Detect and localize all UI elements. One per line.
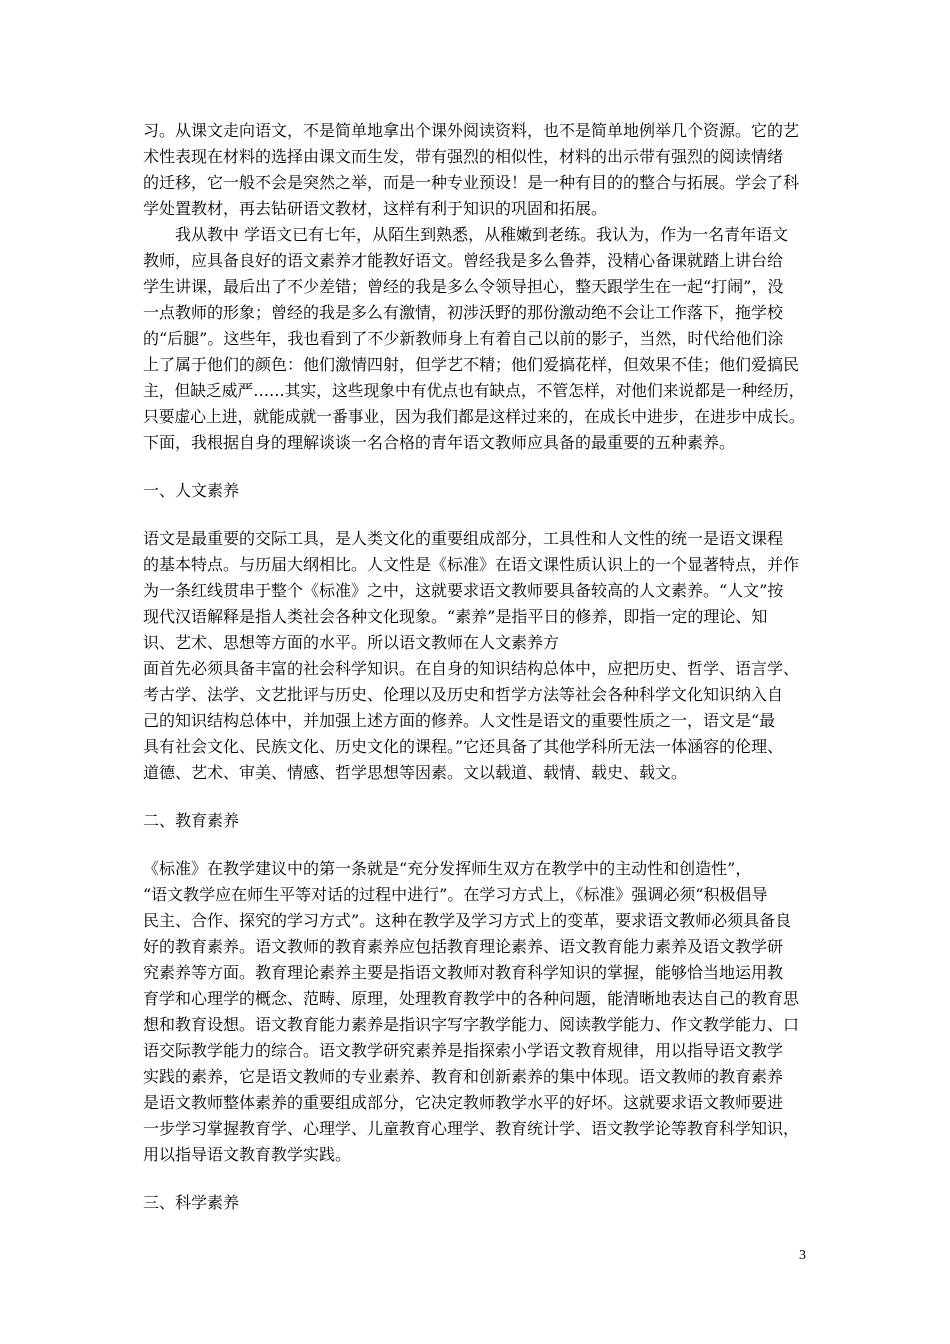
body-text-line: 《标准》在教学建议中的第一条就是“充分发挥师生双方在教学中的主动性和创造性”， <box>143 859 752 878</box>
body-text-line: 用以指导语文教育教学实践。 <box>143 1145 352 1164</box>
body-text-line: 是语文教师整体素养的重要组成部分，它决定教师教学水平的好坏。这就要求语文教师要进 <box>143 1093 784 1112</box>
body-text-line: 语交际教学能力的综合。语文教学研究素养是指探索小学语文教育规律，用以指导语文教学 <box>143 1041 784 1060</box>
body-text-line: 好的教育素养。语文教师的教育素养应包括教育理论素养、语文教育能力素养及语文教学研 <box>143 937 784 956</box>
body-text-line: 究素养等方面。教育理论素养主要是指语文教师对教育科学知识的掌握，能够恰当地运用教 <box>143 963 784 982</box>
body-text-line: 语文是最重要的交际工具，是人类文化的重要组成部分，工具性和人文性的统一是语文课程 <box>143 529 784 548</box>
body-text-line: 实践的素养，它是语文教师的专业素养、教育和创新素养的集中体现。语文教师的教育素养 <box>143 1067 784 1086</box>
body-text-line: 教师，应具备良好的语文素养才能教好语文。曾经我是多么鲁莽，没精心备课就踏上讲台给 <box>143 251 784 270</box>
body-text-line: 只要虚心上进，就能成就一番事业，因为我们都是这样过来的，在成长中进步，在进步中成长。 <box>143 407 805 426</box>
body-text-line: 的“后腿”。这些年，我也看到了不少新教师身上有着自己以前的影子，当然，时代给他们涂 <box>143 329 784 348</box>
body-text-line: 学处置教材，再去钻研语文教材，这样有利于知识的巩固和拓展。 <box>143 199 608 218</box>
body-text-line: 识、艺术、思想等方面的水平。所以语文教师在人文素养方 <box>143 633 560 652</box>
page-number: 3 <box>799 1248 806 1263</box>
section-heading-humanities: 一、人文素养 <box>143 481 240 500</box>
body-text-line: 为一条红线贯串于整个《标准》之中，这就要求语文教师要具备较高的人文素养。“人文”按 <box>143 581 784 600</box>
body-text-line: 道德、艺术、审美、情感、哲学思想等因素。文以载道、载情、载史、载文。 <box>143 763 688 782</box>
body-text-line: 我从教中 学语文已有七年，从陌生到熟悉，从稚嫩到老练。我认为，作为一名青年语文 <box>143 225 789 244</box>
body-text-line: 学生讲课，最后出了不少差错；曾经的我是多么令领导担心，整天跟学生在一起“打闹”，没 <box>143 277 784 296</box>
body-text-line: 一步学习掌握教育学、心理学、儿童教育心理学、教育统计学、语文教学论等教育科学知识， <box>143 1119 800 1138</box>
body-text-line: 一点教师的形象；曾经的我是多么有激情，初涉沃野的那份激动绝不会让工作落下，拖学校 <box>143 303 784 322</box>
section-heading-education: 二、教育素养 <box>143 811 240 830</box>
section-heading-science: 三、科学素养 <box>143 1193 240 1212</box>
body-text-line: 民主、合作、探究的学习方式”。这种在教学及学习方式上的变革，要求语文教师必须具备良 <box>143 911 792 930</box>
body-text-line: 主，但缺乏威严……其实，这些现象中有优点也有缺点，不管怎样，对他们来说都是一种经历， <box>143 381 805 400</box>
body-text-line: 考古学、法学、文艺批评与历史、伦理以及历史和哲学方法等社会各种科学文化知识纳入自 <box>143 685 784 704</box>
body-text-line: 育学和心理学的概念、范畴、原理，处理教育教学中的各种问题，能清晰地表达自己的教育思 <box>143 989 800 1008</box>
body-text-line: 面首先必须具备丰富的社会科学知识。在自身的知识结构总体中，应把历史、哲学、语言学、 <box>143 659 800 678</box>
body-text-line: 下面，我根据自身的理解谈谈一名合格的青年语文教师应具备的最重要的五种素养。 <box>143 433 736 452</box>
body-text-line: 现代汉语解释是指人类社会各种文化现象。“素养”是指平日的修养，即指一定的理论、知 <box>143 607 768 626</box>
body-text-line: 具有社会文化、民族文化、历史文化的课程。”它还具备了其他学科所无法一体涵容的伦理、 <box>143 737 784 756</box>
body-text-line: 上了属于他们的颜色：他们激情四射，但学艺不精；他们爱搞花样，但效果不佳；他们爱搞民 <box>143 355 800 374</box>
body-text-line: 的基本特点。与历届大纲相比。人文性是《标准》在语文课性质认识上的一个显著特点，并作 <box>143 555 800 574</box>
body-text-line: 的迁移，它一般不会是突然之举，而是一种专业预设！是一种有目的的整合与拓展。学会了科 <box>143 173 800 192</box>
body-text-line: 己的知识结构总体中，并加强上述方面的修养。人文性是语文的重要性质之一，语文是“最 <box>143 711 776 730</box>
body-text-line: “语文教学应在师生平等对话的过程中进行”。在学习方式上，《标准》强调必须“积极倡导 <box>143 885 768 904</box>
body-text-line: 术性表现在材料的选择由课文而生发，带有强烈的相似性，材料的出示带有强烈的阅读情绪 <box>143 147 784 166</box>
body-text-line: 习。从课文走向语文，不是简单地拿出个课外阅读资料，也不是简单地例举几个资源。它的艺 <box>143 121 800 140</box>
body-text-line: 想和教育设想。语文教育能力素养是指识字写字教学能力、阅读教学能力、作文教学能力、口 <box>143 1015 800 1034</box>
